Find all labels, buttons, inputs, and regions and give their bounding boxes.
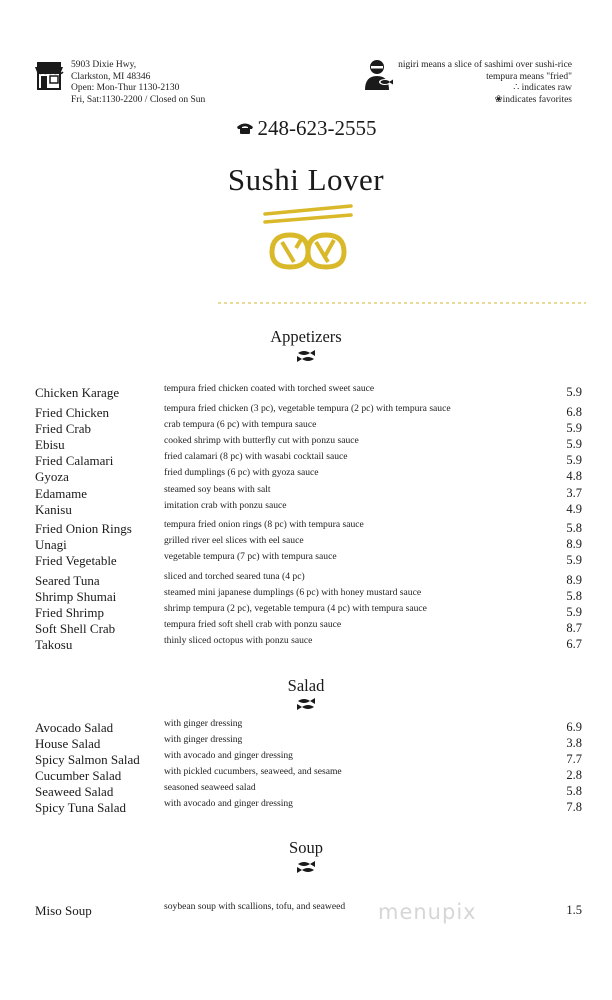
legend-raw: ∴ indicates raw [513,83,572,93]
menu-item[interactable]: Fried Crab crab tempura (6 pc) with tempura sauce 5.9 [35,419,582,436]
phone-number[interactable]: 248-623-2555 [257,116,377,140]
menu-item[interactable]: Fried Shrimp shrimp tempura (2 pc), vegetable tempura (4 pc) with tempura sauce 5.9 [35,603,582,620]
menu-item[interactable]: Gyoza fried dumplings (6 pc) with gyoza sauce 4.8 [35,467,582,484]
legend-block [398,60,572,106]
phone-icon [236,122,254,134]
menu-item[interactable]: Shrimp Shumai steamed mini japanese dumplings (6 pc) with honey mustard sauce 5.8 [35,587,582,604]
menu-item[interactable]: Spicy Tuna Salad with avocado and ginger dressing 7.8 [35,798,582,815]
chef-icon [361,58,395,92]
restaurant-name: Sushi Lover [227,162,385,197]
menu-item[interactable]: Fried Chicken tempura fried chicken (3 pc), vegetable tempura (2 pc) with tempura sauce 6.8 [35,403,582,420]
hours-weekday: Open: Mon-Thur 1130-2130 [71,83,180,93]
fish-icon [296,860,316,874]
menu-item[interactable]: Seared Tuna sliced and torched seared tuna (4 pc) 8.9 [35,571,582,588]
fish-icon [296,697,316,711]
menu-item[interactable]: Chicken Karage tempura fried chicken coated with torched sweet sauce 5.9 [35,383,582,400]
section-title-salad: Salad [287,676,325,695]
address-street: 5903 Dixie Hwy, [71,60,137,70]
menu-item[interactable]: Soft Shell Crab tempura fried soft shell crab with ponzu sauce 8.7 [35,619,582,636]
hours-weekend: Fri, Sat:1130-2200 / Closed on Sun [71,94,206,105]
address-block [71,60,205,106]
menu-item[interactable]: Cucumber Salad with pickled cucumbers, seaweed, and sesame 2.8 [35,766,582,783]
address-city: Clarkston, MI 48346 [71,71,151,82]
menu-item[interactable]: Kanisu imitation crab with ponzu sauce 4.9 [35,500,582,517]
menu-item[interactable]: Seaweed Salad seasoned seaweed salad 5.8 [35,782,582,799]
menu-item[interactable]: Avocado Salad with ginger dressing 6.9 [35,718,582,735]
menu-item[interactable]: Fried Vegetable vegetable tempura (7 pc) with tempura sauce 5.9 [35,551,582,568]
menu-item[interactable]: Takosu thinly sliced octopus with ponzu sauce 6.7 [35,635,582,652]
menu-item[interactable]: Miso Soup soybean soup with scallions, tofu, and seaweed 1.5 [35,901,582,918]
legend-nigiri: nigiri means a slice of sashimi over sushi-rice [398,60,572,70]
legend-tempura: tempura means "fried" [486,71,572,82]
menu-item[interactable]: Edamame steamed soy beans with salt 3.7 [35,484,582,501]
section-title-soup: Soup [289,838,323,857]
menu-item[interactable]: Fried Onion Rings tempura fried onion rings (8 pc) with tempura sauce 5.8 [35,519,582,536]
menu-item[interactable]: Fried Calamari fried calamari (8 pc) with wasabi cocktail sauce 5.9 [35,451,582,468]
menu-item[interactable]: Unagi grilled river eel slices with eel sauce 8.9 [35,535,582,552]
watermark: menupix [378,900,477,924]
menu-item[interactable]: Ebisu cooked shrimp with butterfly cut with ponzu sauce 5.9 [35,435,582,452]
legend-favorites: ❀indicates favorites [494,94,572,105]
menu-item[interactable]: Spicy Salmon Salad with avocado and ginger dressing 7.7 [35,750,582,767]
phone-line [0,116,612,141]
sushi-chopsticks-logo [262,202,354,272]
section-title-appetizers: Appetizers [270,327,342,346]
fish-icon [296,349,316,363]
store-icon [34,59,64,91]
menu-item[interactable]: House Salad with ginger dressing 3.8 [35,734,582,751]
dotted-divider [218,300,586,306]
